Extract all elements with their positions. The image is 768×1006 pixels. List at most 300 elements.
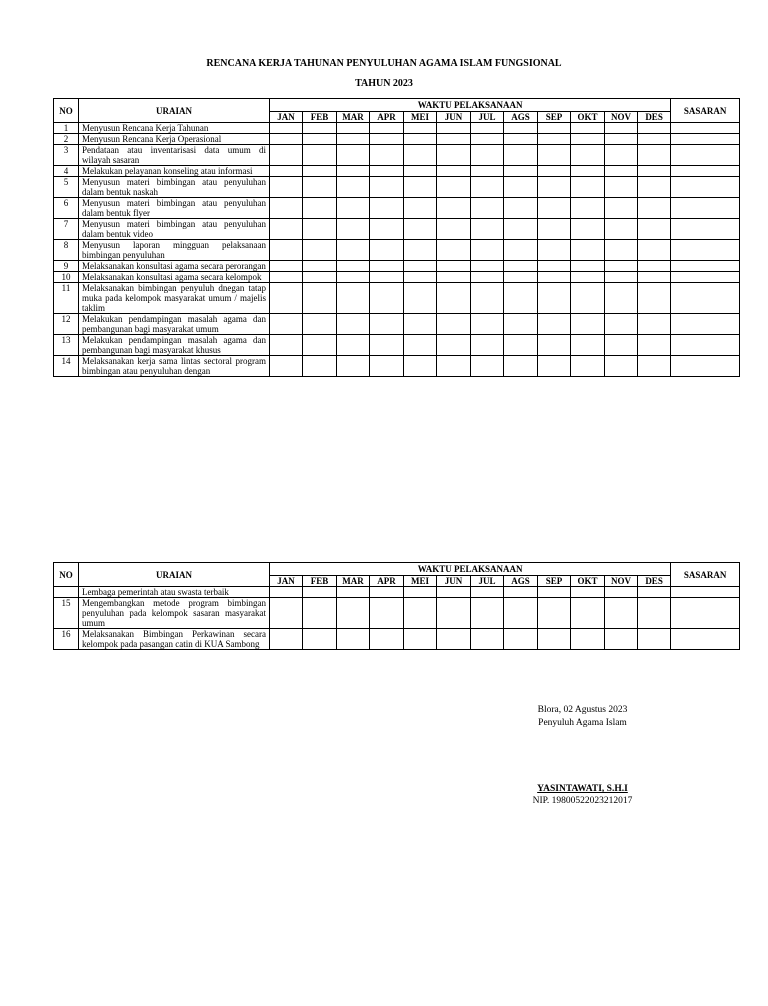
sasaran-cell [671,283,740,314]
row-number: 14 [54,356,79,377]
month-cell [370,272,404,283]
sasaran-cell [671,166,740,177]
month-cell [437,335,471,356]
month-cell [471,166,504,177]
month-cell [471,240,504,261]
table-row [54,219,740,240]
month-cell [270,145,303,166]
month-cell [504,177,538,198]
table-row [54,283,740,314]
sasaran-cell [671,598,740,629]
month-cell [270,335,303,356]
month-cell [471,587,504,598]
month-cell [337,598,370,629]
month-cell [571,166,605,177]
month-header: NOV [605,112,638,123]
month-cell [437,134,471,145]
month-cell [605,166,638,177]
month-cell [571,587,605,598]
month-cell [638,283,671,314]
month-header: OKT [571,112,605,123]
month-cell [538,198,571,219]
month-cell [437,166,471,177]
month-cell [270,587,303,598]
table-row [54,240,740,261]
month-cell [404,335,437,356]
table-row [54,177,740,198]
month-cell [605,283,638,314]
month-cell [605,177,638,198]
row-uraian: Menyusun materi bimbingan atau penyuluhan dalam bentuk naskah [79,177,270,198]
month-cell [337,166,370,177]
month-cell [437,177,471,198]
row-uraian: Melakukan pendampingan masalah agama dan pembangunan bagi masyarakat khusus [79,335,270,356]
table-row [54,356,740,377]
month-cell [303,629,337,650]
month-cell [571,598,605,629]
month-cell [303,177,337,198]
month-cell [437,587,471,598]
sasaran-cell [671,261,740,272]
row-uraian: Pendataan atau inventarisasi data umum di wilayah sasaran [79,145,270,166]
month-cell [270,598,303,629]
month-cell [504,598,538,629]
month-cell [571,134,605,145]
row-uraian: Lembaga pemerintah atau swasta terbaik [79,587,270,598]
month-cell [538,123,571,134]
month-header: APR [370,576,404,587]
month-cell [471,598,504,629]
month-cell [504,283,538,314]
month-cell [504,166,538,177]
month-cell [370,598,404,629]
month-cell [337,283,370,314]
table-row [54,272,740,283]
month-cell [504,314,538,335]
month-cell [437,283,471,314]
month-header: DES [638,576,671,587]
month-cell [404,166,437,177]
table-row [54,335,740,356]
month-cell [504,261,538,272]
month-cell [638,134,671,145]
month-cell [571,219,605,240]
sasaran-cell [671,629,740,650]
month-cell [571,240,605,261]
row-number: 11 [54,283,79,314]
month-cell [270,283,303,314]
signature-nip: NIP. 19800522023212017 [532,796,633,806]
month-cell [638,356,671,377]
sasaran-cell [671,314,740,335]
month-cell [471,134,504,145]
month-cell [303,145,337,166]
month-cell [270,123,303,134]
month-cell [370,123,404,134]
sasaran-cell [671,356,740,377]
month-header: NOV [605,576,638,587]
month-cell [504,123,538,134]
month-cell [538,335,571,356]
month-cell [437,219,471,240]
month-cell [370,134,404,145]
table-row [54,166,740,177]
month-cell [370,198,404,219]
month-cell [303,134,337,145]
month-cell [404,283,437,314]
header-no: NO [54,563,79,587]
row-uraian: Melaksanakan kerja sama lintas sectoral program bimbingan atau penyuluhan dengan [79,356,270,377]
month-cell [571,314,605,335]
month-cell [270,134,303,145]
row-number: 6 [54,198,79,219]
month-cell [638,177,671,198]
sasaran-cell [671,134,740,145]
month-cell [337,335,370,356]
month-cell [638,166,671,177]
month-header: JUL [471,112,504,123]
month-cell [605,198,638,219]
row-uraian: Menyusun laporan mingguan pelaksanaan bimbingan penyuluhan [79,240,270,261]
month-cell [538,219,571,240]
month-cell [571,177,605,198]
month-cell [404,219,437,240]
month-cell [571,356,605,377]
month-cell [538,261,571,272]
header-sasaran: SASARAN [671,563,740,587]
row-uraian: Melaksanakan bimbingan penyuluh dnegan tatap muka pada kelompok masyarakat umum / majelis taklim [79,283,270,314]
month-cell [605,240,638,261]
month-cell [504,219,538,240]
month-cell [337,240,370,261]
month-cell [370,629,404,650]
month-cell [404,240,437,261]
month-cell [370,166,404,177]
month-cell [270,629,303,650]
row-number: 4 [54,166,79,177]
row-number: 3 [54,145,79,166]
month-cell [638,598,671,629]
table-row [54,134,740,145]
month-cell [571,123,605,134]
month-cell [538,145,571,166]
table-row [54,598,740,629]
month-cell [270,272,303,283]
month-cell [638,198,671,219]
month-cell [437,261,471,272]
month-cell [404,145,437,166]
row-number [54,587,79,598]
row-number: 5 [54,177,79,198]
row-uraian: Melaksanakan konsultasi agama secara kelompok [79,272,270,283]
month-cell [638,219,671,240]
month-cell [605,629,638,650]
month-cell [404,123,437,134]
month-cell [504,198,538,219]
month-header: MEI [404,576,437,587]
month-cell [638,272,671,283]
row-uraian: Melakukan pelayanan konseling atau informasi [79,166,270,177]
month-cell [605,272,638,283]
month-cell [370,261,404,272]
month-cell [303,356,337,377]
table-row [54,145,740,166]
month-header: JAN [270,112,303,123]
month-cell [303,272,337,283]
month-cell [504,587,538,598]
month-cell [270,219,303,240]
row-number: 10 [54,272,79,283]
row-number: 1 [54,123,79,134]
month-cell [370,177,404,198]
table-row [54,587,740,598]
month-cell [270,166,303,177]
month-cell [605,314,638,335]
month-cell [538,177,571,198]
month-cell [538,587,571,598]
month-cell [471,272,504,283]
month-header: MEI [404,112,437,123]
month-cell [437,145,471,166]
month-cell [370,145,404,166]
month-cell [471,283,504,314]
month-cell [270,314,303,335]
month-cell [571,198,605,219]
row-number: 12 [54,314,79,335]
month-cell [504,134,538,145]
month-cell [605,261,638,272]
month-cell [605,145,638,166]
month-cell [370,335,404,356]
header-waktu-pelaksanaan: WAKTU PELAKSANAAN [270,563,671,576]
row-number: 2 [54,134,79,145]
month-cell [437,598,471,629]
month-cell [404,272,437,283]
month-header: AGS [504,112,538,123]
month-cell [303,198,337,219]
month-cell [370,356,404,377]
month-cell [471,335,504,356]
month-cell [504,356,538,377]
month-cell [270,356,303,377]
document-year: TAHUN 2023 [355,78,413,89]
month-header: JUL [471,576,504,587]
month-cell [437,629,471,650]
month-cell [504,240,538,261]
month-cell [404,198,437,219]
month-cell [303,283,337,314]
month-cell [270,240,303,261]
month-cell [370,240,404,261]
sasaran-cell [671,123,740,134]
month-cell [370,587,404,598]
month-cell [638,335,671,356]
month-header: MAR [337,576,370,587]
month-cell [337,272,370,283]
sasaran-cell [671,240,740,261]
month-cell [471,629,504,650]
row-number: 9 [54,261,79,272]
month-cell [303,314,337,335]
month-cell [605,219,638,240]
month-cell [605,356,638,377]
month-cell [370,219,404,240]
month-header: SEP [538,576,571,587]
month-cell [538,240,571,261]
month-header: SEP [538,112,571,123]
month-cell [270,261,303,272]
month-header: MAR [337,112,370,123]
month-cell [370,283,404,314]
signature-position: Penyuluh Agama Islam [538,718,627,728]
month-header: DES [638,112,671,123]
month-cell [504,629,538,650]
header-uraian: URAIAN [79,99,270,123]
month-cell [437,314,471,335]
month-cell [504,272,538,283]
work-plan-table-continued [53,562,740,650]
month-cell [638,123,671,134]
month-cell [404,356,437,377]
month-cell [638,314,671,335]
month-cell [437,240,471,261]
month-cell [303,166,337,177]
month-cell [638,240,671,261]
sasaran-cell [671,198,740,219]
document-title: RENCANA KERJA TAHUNAN PENYULUHAN AGAMA ISLAM FUNGSIONAL [206,58,562,69]
month-cell [638,145,671,166]
row-uraian: Melakukan pendampingan masalah agama dan pembangunan bagi masyarakat umum [79,314,270,335]
month-header: FEB [303,112,337,123]
row-number: 16 [54,629,79,650]
sasaran-cell [671,219,740,240]
row-uraian: Melaksanakan Bimbingan Perkawinan secara kelompok pada pasangan catin di KUA Sambong [79,629,270,650]
month-cell [605,123,638,134]
work-plan-table [53,98,740,377]
month-cell [270,177,303,198]
row-number: 13 [54,335,79,356]
month-header: FEB [303,576,337,587]
month-cell [337,219,370,240]
month-cell [337,177,370,198]
row-uraian: Mengembangkan metode program bimbingan penyuluhan pada kelompok sasaran masyarakat umum [79,598,270,629]
month-cell [303,219,337,240]
month-cell [605,134,638,145]
month-cell [270,198,303,219]
month-cell [471,219,504,240]
month-cell [538,166,571,177]
sasaran-cell [671,272,740,283]
month-cell [303,587,337,598]
month-cell [404,134,437,145]
month-cell [337,261,370,272]
row-uraian: Menyusun Rencana Kerja Operasional [79,134,270,145]
month-cell [303,598,337,629]
month-header: APR [370,112,404,123]
row-number: 8 [54,240,79,261]
month-cell [605,598,638,629]
month-cell [404,598,437,629]
month-cell [605,587,638,598]
row-uraian: Melaksanakan konsultasi agama secara perorangan [79,261,270,272]
month-cell [504,335,538,356]
month-cell [337,314,370,335]
month-cell [538,598,571,629]
month-cell [638,629,671,650]
month-cell [538,283,571,314]
month-cell [437,356,471,377]
month-cell [571,283,605,314]
month-cell [404,629,437,650]
row-uraian: Menyusun Rencana Kerja Tahunan [79,123,270,134]
month-cell [437,198,471,219]
signature-place-date: Blora, 02 Agustus 2023 [537,705,628,715]
month-cell [538,629,571,650]
month-cell [337,587,370,598]
month-cell [571,629,605,650]
month-cell [571,145,605,166]
month-cell [303,123,337,134]
month-cell [471,198,504,219]
table-row [54,198,740,219]
month-cell [404,261,437,272]
sasaran-cell [671,177,740,198]
month-cell [571,272,605,283]
table-row [54,314,740,335]
month-header: OKT [571,576,605,587]
month-cell [538,356,571,377]
month-cell [538,134,571,145]
month-cell [471,314,504,335]
month-cell [337,145,370,166]
month-header: AGS [504,576,538,587]
table-row [54,629,740,650]
row-number: 15 [54,598,79,629]
month-header: JAN [270,576,303,587]
row-uraian: Menyusun materi bimbingan atau penyuluhan dalam bentuk flyer [79,198,270,219]
row-number: 7 [54,219,79,240]
month-cell [538,272,571,283]
month-cell [303,261,337,272]
month-cell [437,272,471,283]
row-uraian: Menyusun materi bimbingan atau penyuluhan dalam bentuk video [79,219,270,240]
signature-name: YASINTAWATI, S.H.I [537,784,628,794]
month-cell [303,335,337,356]
month-cell [571,261,605,272]
month-cell [337,198,370,219]
month-cell [638,261,671,272]
header-waktu-pelaksanaan: WAKTU PELAKSANAAN [270,99,671,112]
month-header: JUN [437,112,471,123]
month-cell [437,123,471,134]
header-uraian: URAIAN [79,563,270,587]
sasaran-cell [671,335,740,356]
month-cell [571,335,605,356]
month-cell [303,240,337,261]
table-row [54,123,740,134]
month-cell [404,314,437,335]
month-cell [337,123,370,134]
month-header: JUN [437,576,471,587]
month-cell [471,261,504,272]
header-sasaran: SASARAN [671,99,740,123]
table-row [54,261,740,272]
month-cell [404,177,437,198]
month-cell [638,587,671,598]
month-cell [605,335,638,356]
month-cell [471,145,504,166]
month-cell [337,356,370,377]
